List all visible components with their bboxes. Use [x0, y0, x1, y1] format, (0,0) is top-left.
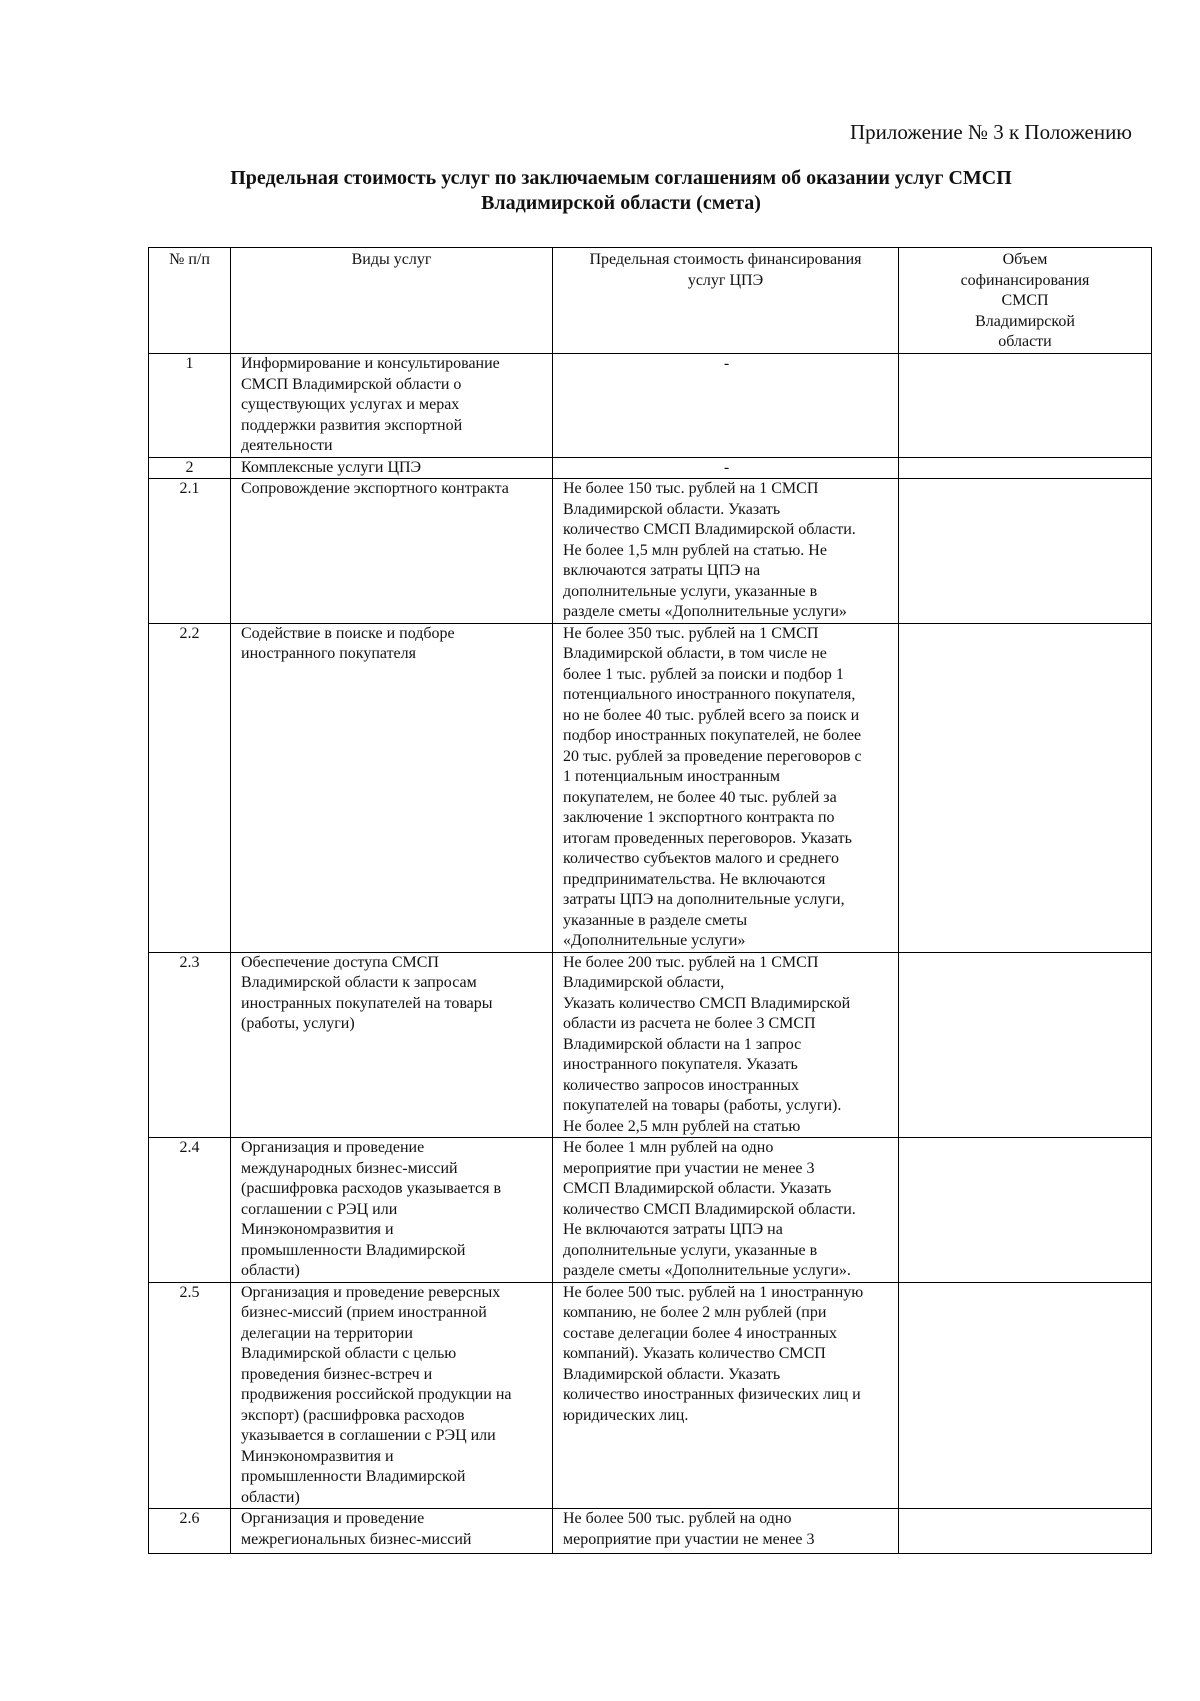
title-line-1: Предельная стоимость услуг по заключаемым соглашениям об оказании услуг СМСП: [230, 167, 1012, 189]
row-service: Организация и проведение межрегиональных бизнес-миссий: [231, 1509, 553, 1554]
row-service: Комплексные услуги ЦПЭ: [231, 457, 553, 479]
row-cost: -: [553, 354, 899, 458]
row-cofinancing: [899, 354, 1152, 458]
header-num: № п/п: [149, 248, 231, 354]
header-cost: Предельная стоимость финансирования услуг ЦПЭ: [553, 248, 899, 354]
row-service: Информирование и консультирование СМСП Владимирской области о существующих услугах и мерах поддержки развития экспортной деятельности: [231, 354, 553, 458]
row-cofinancing: [899, 457, 1152, 479]
row-cofinancing: [899, 952, 1152, 1138]
header-service: Виды услуг: [231, 248, 553, 354]
row-cofinancing: [899, 1282, 1152, 1509]
table-row: [149, 1509, 1152, 1554]
row-num: 1: [149, 354, 231, 458]
row-cofinancing: [899, 1138, 1152, 1283]
appendix-label: Приложение № 3 к Положению: [849, 120, 1132, 144]
row-cost: Не более 500 тыс. рублей на 1 иностранную компанию, не более 2 млн рублей (при составе делегации более 4 иностранных компаний). Указать количество СМСП Владимирской области. Указать количество иностранных физических лиц и юридических лиц.: [553, 1282, 899, 1509]
row-num: 2.2: [149, 623, 231, 952]
row-service: Содействие в поиске и подборе иностранного покупателя: [231, 623, 553, 952]
row-service: Сопровождение экспортного контракта: [231, 479, 553, 624]
document-title: [140, 166, 1102, 216]
row-cofinancing: [899, 479, 1152, 624]
table-row: [149, 354, 1152, 458]
row-cost: Не более 1 млн рублей на одно мероприятие при участии не менее 3 СМСП Владимирской области. Указать количество СМСП Владимирской области. Не включаются затраты ЦПЭ на дополнительные услуги, указанные в разделе сметы «Дополнительные услуги».: [553, 1138, 899, 1283]
row-service: Организация и проведение реверсных бизнес-миссий (прием иностранной делегации на территории Владимирской области с целью проведения бизнес-встреч и продвижения российской продукции на экспорт) (расшифровка расходов указывается в соглашении с РЭЦ или Минэкономразвития и промышленности Владимирской области): [231, 1282, 553, 1509]
table-row: [149, 1138, 1152, 1283]
table-row: [149, 457, 1152, 479]
row-service: Обеспечение доступа СМСП Владимирской области к запросам иностранных покупателей на товары (работы, услуги): [231, 952, 553, 1138]
table-row: [149, 623, 1152, 952]
row-cost: Не более 200 тыс. рублей на 1 СМСП Владимирской области, Указать количество СМСП Владимирской области из расчета не более 3 СМСП Владимирской области на 1 запрос иностранного покупателя. Указать количество запросов иностранных покупателей на товары (работы, услуги). Не более 2,5 млн рублей на статью: [553, 952, 899, 1138]
row-num: 2.6: [149, 1509, 231, 1554]
title-line-2: Владимирской области (смета): [481, 192, 761, 214]
services-cost-table: [148, 247, 1152, 1554]
table-row: [149, 1282, 1152, 1509]
row-num: 2.4: [149, 1138, 231, 1283]
row-cost: Не более 350 тыс. рублей на 1 СМСП Владимирской области, в том числе не более 1 тыс. рублей за поиски и подбор 1 потенциального иностранного покупателя, но не более 40 тыс. рублей всего за поиск и подбор иностранных покупателей, не более 20 тыс. рублей за проведение переговоров с 1 потенциальным иностранным покупателем, не более 40 тыс. рублей за заключение 1 экспортного контракта по итогам проведенных переговоров. Указать количество субъектов малого и среднего предпринимательства. Не включаются затраты ЦПЭ на дополнительные услуги, указанные в разделе сметы «Дополнительные услуги»: [553, 623, 899, 952]
row-num: 2.1: [149, 479, 231, 624]
row-service: Организация и проведение международных бизнес-миссий (расшифровка расходов указывается в соглашении с РЭЦ или Минэкономразвития и промышленности Владимирской области): [231, 1138, 553, 1283]
row-num: 2.3: [149, 952, 231, 1138]
row-cost: -: [553, 457, 899, 479]
row-num: 2: [149, 457, 231, 479]
table-header-row: [149, 248, 1152, 354]
row-cost: Не более 500 тыс. рублей на одно мероприятие при участии не менее 3: [553, 1509, 899, 1554]
header-cofinancing: Объем софинансирования СМСП Владимирской области: [899, 248, 1152, 354]
row-num: 2.5: [149, 1282, 231, 1509]
row-cofinancing: [899, 623, 1152, 952]
table-row: [149, 952, 1152, 1138]
row-cost: Не более 150 тыс. рублей на 1 СМСП Владимирской области. Указать количество СМСП Владимирской области. Не более 1,5 млн рублей на статью. Не включаются затраты ЦПЭ на дополнительные услуги, указанные в разделе сметы «Дополнительные услуги»: [553, 479, 899, 624]
table-row: [149, 479, 1152, 624]
row-cofinancing: [899, 1509, 1152, 1554]
